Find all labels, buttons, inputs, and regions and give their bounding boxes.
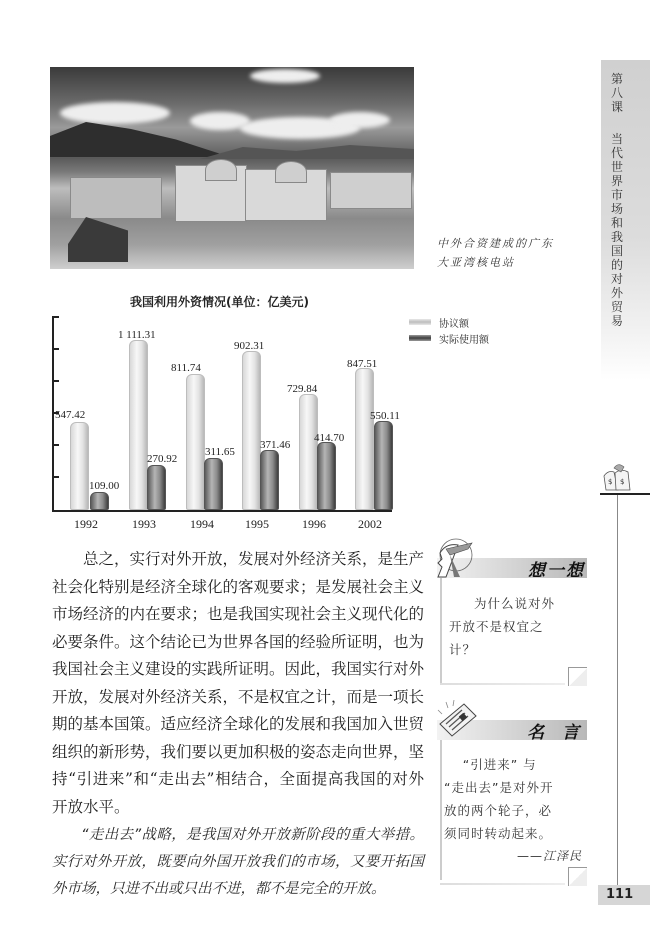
x-label-1995: 1995 (245, 517, 269, 531)
quote-box-title: 名 言 (527, 723, 585, 743)
x-label-1996: 1996 (302, 517, 326, 531)
value-1994-actual: 311.65 (205, 446, 235, 458)
y-tick (52, 348, 59, 350)
bar-2002-actual (374, 421, 393, 510)
think-box-left-border (440, 578, 442, 683)
quote-box-bottom-border (440, 883, 565, 885)
legend-item-agreed (409, 314, 489, 330)
newspaper-icon (436, 700, 480, 740)
bar-1994-agreed (186, 374, 205, 510)
svg-text:$: $ (608, 478, 613, 486)
page-number: 111 (598, 885, 650, 905)
bar-2002-agreed (355, 368, 374, 510)
value-1992-actual: 109.00 (89, 480, 120, 492)
y-tick (52, 316, 59, 318)
bar-1992-actual (90, 492, 109, 510)
value-1995-actual: 371.46 (260, 439, 291, 451)
bar-1992-agreed (70, 422, 89, 510)
bar-1995-actual (260, 450, 279, 510)
x-label-1992: 1992 (74, 517, 98, 531)
caption-line-2: 大亚湾核电站 (437, 256, 515, 269)
x-axis (52, 510, 392, 512)
chart-title: 我国利用外资情况(单位：亿美元) (130, 295, 309, 309)
thinking-head-icon (432, 537, 478, 583)
bar-1993-actual (147, 465, 166, 510)
think-box-question: 为什么说对外 开放不是权宜之 计？ (449, 596, 556, 657)
legend-swatch-agreed (409, 319, 431, 325)
value-1994-agreed: 811.74 (171, 362, 201, 374)
value-1996-agreed: 729.84 (287, 383, 318, 395)
x-label-1993: 1993 (132, 517, 156, 531)
svg-text:$: $ (620, 478, 625, 486)
y-tick (52, 476, 59, 478)
famous-quote-box (432, 700, 587, 885)
legend-label-actual: 实际使用额 (439, 334, 489, 346)
page-curl-icon (568, 667, 587, 686)
value-1993-actual: 270.92 (147, 453, 178, 465)
think-box-bottom-border (440, 683, 565, 685)
quote-text: “引进来” 与 “走出去”是对外开 放的两个轮子，必 须同时转动起来。 ——江泽民 (444, 753, 582, 868)
daya-bay-nuclear-plant-photo (50, 67, 414, 269)
body-paragraph-1: 总之，实行对外开放，发展对外经济关系，是生产社会化特别是经济全球化的客观要求；是发展社会主义市场经济的内在要求；也是我国实现社会主义现代化的必要条件。这个结论已为世界各国的经验所证明，也为我国社会主义建设的实践所证明。因此，我国实行对外开放，发展对外经济关系，不是权宜之计，而是一项长期的基本国策。适应经济全球化的发展和我国加入世贸组织的新形势，我们要以更加积极的姿态走向世界，坚持“引进来”和“走出去”相结合，全面提高我国的对外开放水平。 (52, 550, 425, 816)
lesson-number: 第八课 (611, 72, 624, 114)
sidebar-top-rule (600, 493, 650, 495)
y-tick (52, 380, 59, 382)
bar-1994-actual (204, 458, 223, 510)
foreign-investment-bar-chart (52, 316, 400, 531)
bar-1996-agreed (299, 394, 318, 510)
quote-box-left-border (440, 740, 442, 880)
chapter-side-tab (601, 60, 650, 380)
lesson-title: 当代世界市场和我国的对外贸易 (611, 132, 624, 328)
page-curl-icon (568, 867, 587, 886)
quote-author: ——江泽民 (516, 849, 582, 863)
legend-label-agreed: 协议额 (439, 318, 469, 330)
x-label-1994: 1994 (190, 517, 214, 531)
photo-caption (437, 234, 577, 272)
value-2002-agreed: 847.51 (347, 358, 378, 370)
chart-legend (409, 314, 489, 346)
think-about-it-box (432, 545, 587, 687)
bar-1995-agreed (242, 351, 261, 510)
value-1993-agreed: 1 111.31 (118, 329, 156, 341)
value-2002-actual: 550.11 (370, 410, 400, 422)
legend-item-actual (409, 330, 489, 346)
bar-1996-actual (317, 442, 336, 510)
x-label-2002: 2002 (358, 517, 382, 531)
bar-1993-agreed (129, 340, 148, 510)
money-bag-icon (602, 462, 634, 492)
legend-swatch-actual (409, 335, 431, 341)
y-tick (52, 444, 59, 446)
caption-line-1: 中外合资建成的广东 (437, 237, 554, 250)
value-1996-actual: 414.70 (314, 432, 345, 444)
sidebar-vertical-rule (617, 495, 618, 887)
body-paragraph-2: “走出去”战略，是我国对外开放新阶段的重大举措。实行对外开放，既要向外国开放我们的市场，又要开拓国外市场，只进不出或只出不进，都不是完全的开放。 (52, 827, 424, 897)
think-box-title: 想一想 (528, 561, 585, 581)
value-1995-agreed: 902.31 (234, 340, 265, 352)
value-1992-agreed: 547.42 (55, 409, 86, 421)
